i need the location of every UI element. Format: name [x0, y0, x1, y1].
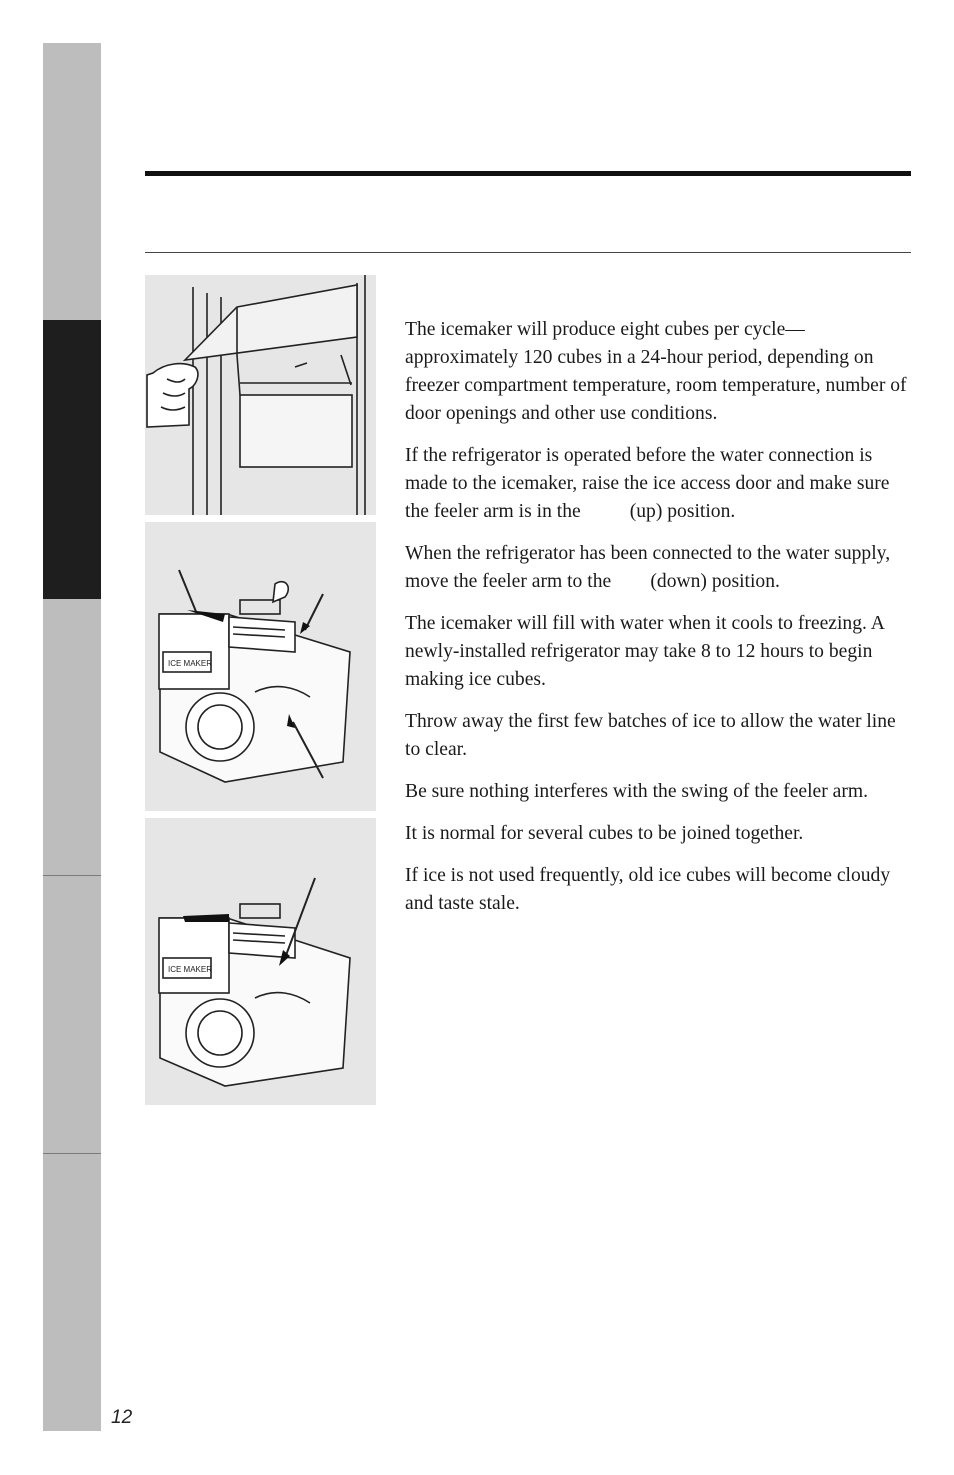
paragraph: It is normal for several cubes to be joined together. [405, 823, 804, 844]
instructions-text [405, 316, 915, 932]
paragraph: If ice is not used frequently, old ice cubes will become cloudy and taste stale. [405, 865, 891, 914]
paragraph: If the refrigerator is operated before the water connection is made to the icemaker, raise the ice access door and make sure the feeler arm is in the (up) position. [405, 445, 895, 522]
section-tab-rest[interactable] [43, 599, 101, 1431]
section-tabs [43, 43, 101, 1431]
paragraph: The icemaker will produce eight cubes per cycle—approximately 120 cubes in a 24-hour period, depending on freezer compartment temperature, room temperature, number of door openings and other use conditions. [405, 319, 907, 424]
illustration-icemaker-arm-up [145, 522, 376, 811]
paragraph: The icemaker will fill with water when it cools to freezing. A newly-installed refrigerator may take 8 to 12 hours to begin making ice cubes. [405, 613, 884, 690]
heading-rule-thick [145, 171, 911, 176]
illustration-icemaker-arm-down [145, 818, 376, 1105]
ice-maker-label-1: ICE MAKER [168, 659, 213, 668]
paragraph: Be sure nothing interferes with the swing of the feeler arm. [405, 781, 869, 802]
page-number: 12 [111, 1407, 133, 1428]
ice-maker-label-2: ICE MAKER [168, 965, 213, 974]
tab-divider [43, 1153, 101, 1154]
heading-rule-thin [145, 252, 911, 253]
illustration-access-door [145, 275, 376, 515]
tab-divider [43, 875, 101, 876]
paragraph: Throw away the first few batches of ice to allow the water line to clear. [405, 711, 896, 760]
section-tab-1[interactable] [43, 43, 101, 320]
paragraph: When the refrigerator has been connected to the water supply, move the feeler arm to the (down) position. [405, 543, 896, 592]
section-tab-2-active[interactable] [43, 320, 101, 599]
